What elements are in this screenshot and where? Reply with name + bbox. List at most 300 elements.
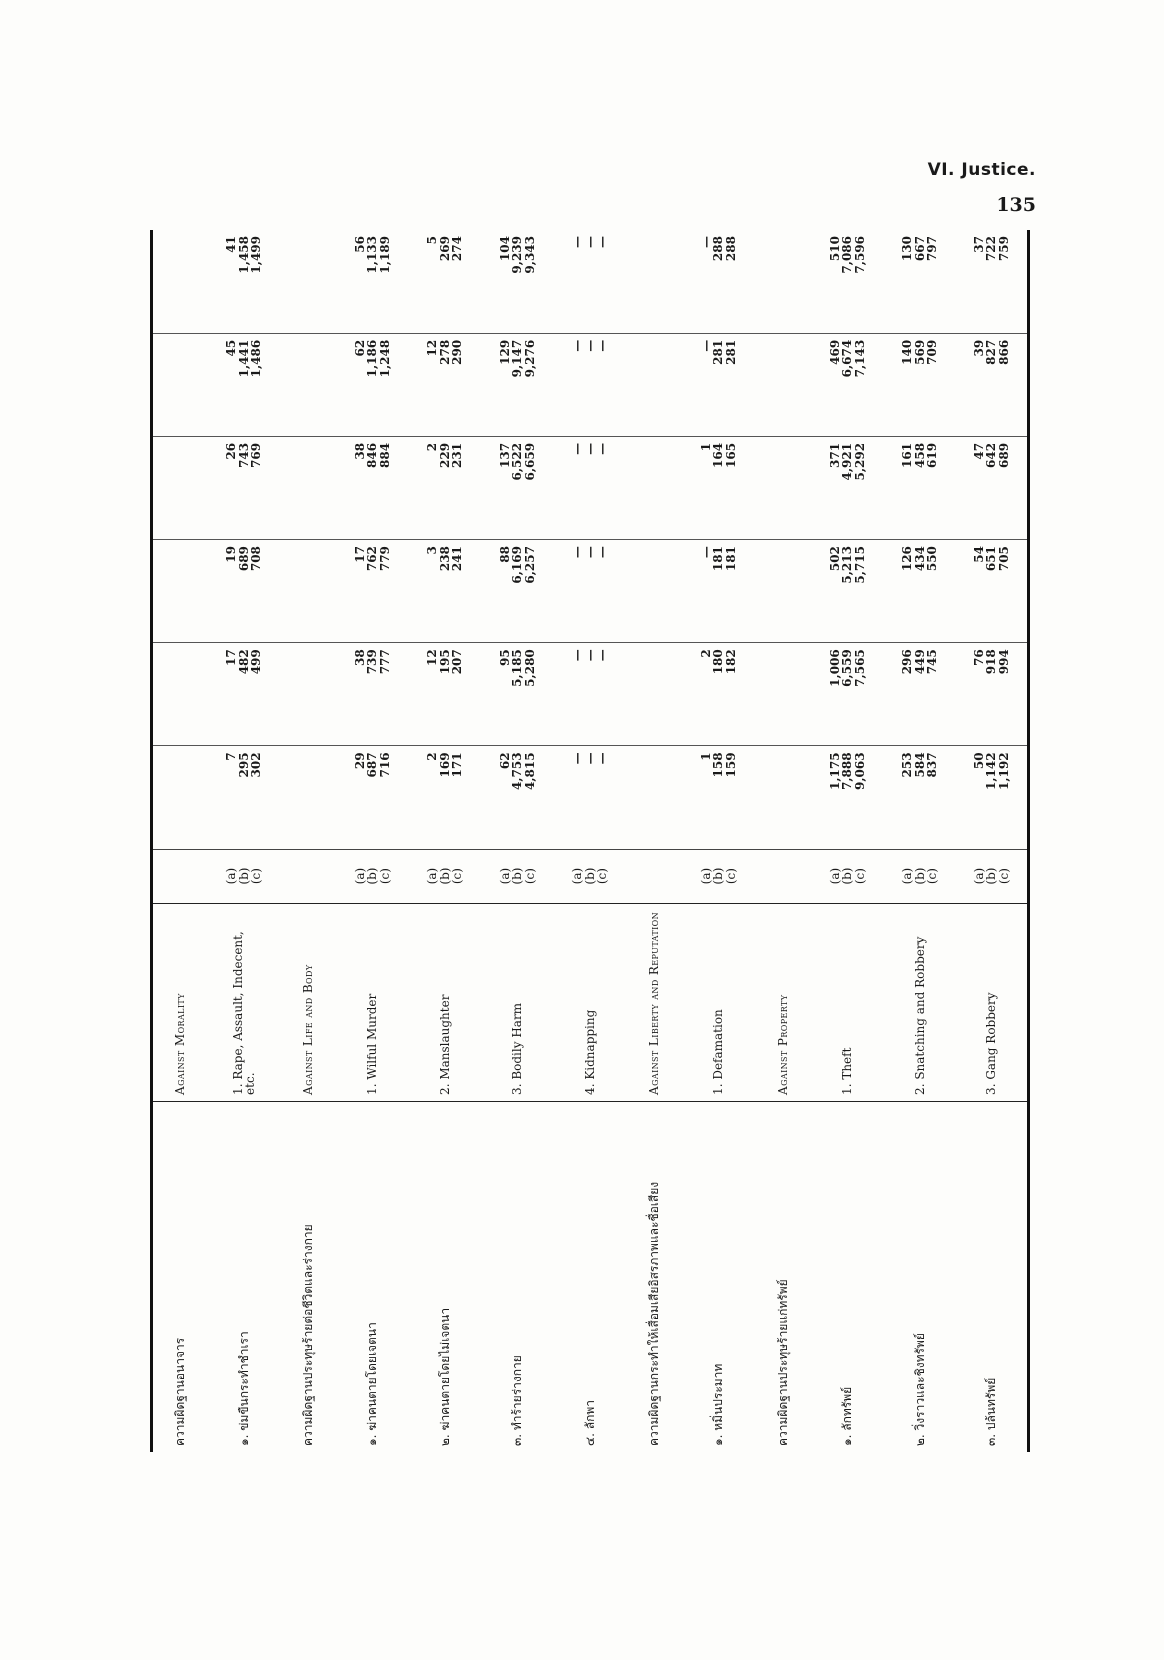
value: 38	[352, 649, 367, 666]
value: 745	[925, 649, 940, 675]
english-label: 1. Defamation	[682, 903, 754, 1101]
category-row	[152, 230, 208, 1452]
value: 231	[450, 442, 465, 468]
value-cell	[337, 643, 409, 746]
value: 158	[711, 752, 726, 778]
value-cell	[682, 333, 754, 436]
thai-label: ๒. วิ่งราวและชิงทรัพย์	[884, 1101, 956, 1452]
value: 550	[925, 546, 940, 572]
value: —	[582, 236, 597, 248]
value: 434	[912, 546, 927, 572]
value-cell	[280, 333, 336, 436]
english-label: 1. Wilful Murder	[337, 903, 409, 1101]
value-cell	[554, 436, 626, 539]
value: —	[595, 236, 610, 248]
value: 126	[900, 546, 915, 572]
value-cell	[956, 746, 1029, 849]
value-cell	[811, 230, 883, 333]
value: 161	[900, 442, 915, 468]
sub-label-cell	[956, 849, 1029, 903]
value: 7,565	[852, 649, 867, 687]
value: 569	[912, 339, 927, 365]
value: 17	[224, 649, 239, 666]
value-cell	[682, 643, 754, 746]
value: 50	[971, 752, 986, 770]
value: 6,257	[522, 546, 537, 584]
value: 56	[352, 236, 367, 253]
table-row	[208, 230, 280, 1452]
sub-label-cell	[755, 849, 811, 903]
value: —	[582, 752, 597, 765]
value: 371	[827, 442, 842, 468]
english-label: 1. Theft	[811, 903, 883, 1101]
value: 281	[723, 339, 738, 365]
value-cell	[208, 436, 280, 539]
sub-label-cell	[626, 849, 682, 903]
value: 29	[352, 752, 367, 770]
sub-label: (b)	[582, 867, 597, 885]
english-label: Against Liberty and Reputation	[626, 903, 682, 1101]
value: —	[570, 339, 585, 352]
sub-label: (a)	[971, 867, 986, 885]
value: 159	[723, 752, 738, 778]
sub-label-cell	[811, 849, 883, 903]
value: 5,715	[852, 546, 867, 584]
value: 458	[912, 442, 927, 468]
table-row	[682, 230, 754, 1452]
value-cell	[811, 746, 883, 849]
value: 9,147	[510, 339, 525, 378]
value-cell	[884, 746, 956, 849]
value: 1,175	[827, 752, 842, 790]
value: 171	[450, 752, 465, 778]
sub-label-cell	[682, 849, 754, 903]
value-cell	[481, 333, 553, 436]
value: 5,213	[840, 546, 855, 584]
value: 45	[224, 339, 239, 357]
value-cell	[152, 540, 208, 643]
value-cell	[554, 540, 626, 643]
value-cell	[811, 540, 883, 643]
value: 705	[996, 546, 1011, 572]
value: 797	[925, 236, 940, 262]
value: —	[595, 442, 610, 455]
value: 7,888	[840, 752, 855, 790]
value: 295	[236, 752, 251, 778]
value-cell	[626, 746, 682, 849]
crime-statistics-table	[150, 230, 1030, 1452]
value: 17	[352, 546, 367, 563]
value: 41	[224, 236, 239, 253]
value: 5,185	[510, 649, 525, 687]
value: 499	[249, 649, 264, 675]
value: —	[570, 442, 585, 455]
value: —	[698, 339, 713, 352]
english-label: Against Property	[755, 903, 811, 1101]
value-cell	[682, 230, 754, 333]
value: 180	[711, 649, 726, 675]
value-cell	[481, 746, 553, 849]
table-body	[152, 230, 1029, 1452]
value-cell	[208, 746, 280, 849]
value: 76	[971, 649, 986, 666]
value-cell	[208, 230, 280, 333]
value-cell	[409, 230, 481, 333]
value: —	[570, 649, 585, 662]
value-cell	[626, 333, 682, 436]
sub-label-cell	[152, 849, 208, 903]
sub-label: (a)	[224, 867, 239, 885]
value: 4,753	[510, 752, 525, 790]
value: —	[582, 649, 597, 662]
value: —	[582, 442, 597, 455]
thai-label: ๒. ฆ่าคนตายโดยไม่เจตนา	[409, 1101, 481, 1452]
value-cell	[956, 436, 1029, 539]
value-cell	[208, 643, 280, 746]
english-label: 3. Bodily Harm	[481, 903, 553, 1101]
value-cell	[956, 230, 1029, 333]
value: 709	[925, 339, 940, 365]
thai-label: ๑. ฆ่าคนตายโดยเจตนา	[337, 1101, 409, 1452]
value: 762	[365, 546, 380, 572]
value: 884	[377, 442, 392, 468]
value: 88	[497, 546, 512, 563]
value-cell	[152, 230, 208, 333]
value: 26	[224, 442, 239, 460]
value-cell	[208, 333, 280, 436]
value: 181	[711, 546, 726, 572]
value: 47	[971, 442, 986, 460]
value: 759	[996, 236, 1011, 262]
thai-label: ๑. หมิ่นประมาท	[682, 1101, 754, 1452]
value-cell	[884, 333, 956, 436]
value-cell	[554, 746, 626, 849]
value: 4,921	[840, 442, 855, 481]
value-cell	[755, 746, 811, 849]
value: 165	[723, 442, 738, 468]
value: 164	[711, 442, 726, 468]
value: 62	[497, 752, 512, 770]
sub-label-cell	[208, 849, 280, 903]
sub-label-cell	[554, 849, 626, 903]
value: 238	[437, 546, 452, 572]
value-cell	[280, 436, 336, 539]
value: 6,522	[510, 442, 525, 481]
value: 837	[925, 752, 940, 778]
value: 4,815	[522, 752, 537, 790]
value-cell	[755, 333, 811, 436]
english-label: Against Life and Body	[280, 903, 336, 1101]
value: 7,086	[840, 236, 855, 274]
value: 1,133	[365, 236, 380, 274]
value: 866	[996, 339, 1011, 365]
value: 130	[900, 236, 915, 262]
value-cell	[280, 746, 336, 849]
table-row	[481, 230, 553, 1452]
english-label: 2. Manslaughter	[409, 903, 481, 1101]
sub-label: (b)	[236, 867, 251, 885]
value-cell	[682, 540, 754, 643]
category-row	[280, 230, 336, 1452]
value: 716	[377, 752, 392, 778]
value-cell	[481, 230, 553, 333]
value-cell	[152, 746, 208, 849]
value-cell	[554, 643, 626, 746]
value: 290	[450, 339, 465, 365]
value: 19	[224, 546, 239, 563]
value: 5	[425, 236, 440, 245]
value-cell	[409, 436, 481, 539]
value: 7	[224, 752, 239, 761]
thai-label: ความผิดฐานอนาจาร	[152, 1101, 208, 1452]
sub-label: (c)	[450, 868, 465, 885]
value: 281	[711, 339, 726, 365]
sub-label-cell	[409, 849, 481, 903]
rotated-table-container	[150, 230, 1030, 1452]
value: 6,659	[522, 442, 537, 481]
value: 1	[698, 442, 713, 452]
value: 1,441	[236, 339, 251, 378]
value-cell	[884, 230, 956, 333]
sub-label: (a)	[352, 867, 367, 885]
page-number: 135	[996, 194, 1036, 216]
value: 739	[365, 649, 380, 675]
value: 12	[425, 339, 440, 357]
sub-label: (a)	[827, 867, 842, 885]
category-row	[755, 230, 811, 1452]
value-cell	[280, 643, 336, 746]
value-cell	[956, 540, 1029, 643]
value-cell	[811, 436, 883, 539]
value: 689	[996, 442, 1011, 468]
value: —	[595, 649, 610, 662]
sub-label: (c)	[522, 868, 537, 885]
sub-label: (c)	[595, 868, 610, 885]
value: 827	[984, 339, 999, 365]
value: 722	[984, 236, 999, 262]
table-row	[956, 230, 1029, 1452]
value-cell	[481, 436, 553, 539]
value: 469	[827, 339, 842, 365]
value-cell	[755, 230, 811, 333]
value: —	[698, 546, 713, 559]
value: 129	[497, 339, 512, 365]
table-row	[337, 230, 409, 1452]
value: 689	[236, 546, 251, 572]
thai-label: ๑. ข่มขืนกระทำชำเรา	[208, 1101, 280, 1452]
value-cell	[152, 643, 208, 746]
value: 3	[425, 546, 440, 555]
value-cell	[337, 230, 409, 333]
value: 779	[377, 546, 392, 572]
value: 302	[249, 752, 264, 778]
value-cell	[956, 643, 1029, 746]
value: 994	[996, 649, 1011, 675]
value: 62	[352, 339, 367, 357]
category-row	[626, 230, 682, 1452]
value-cell	[682, 746, 754, 849]
value-cell	[755, 540, 811, 643]
english-label: 2. Snatching and Robbery	[884, 903, 956, 1101]
thai-label: ๔. ลักพา	[554, 1101, 626, 1452]
value-cell	[337, 540, 409, 643]
sub-label: (b)	[711, 867, 726, 885]
value-cell	[280, 540, 336, 643]
table-row	[554, 230, 626, 1452]
sub-label: (b)	[840, 867, 855, 885]
thai-label: ความผิดฐานประทุษร้ายแก่ทรัพย์	[755, 1101, 811, 1452]
value: 6,169	[510, 546, 525, 584]
sub-label: (c)	[852, 868, 867, 885]
value-cell	[626, 436, 682, 539]
sub-label: (c)	[249, 868, 264, 885]
value: 1,186	[365, 339, 380, 378]
value-cell	[811, 333, 883, 436]
value: 104	[497, 236, 512, 262]
value-cell	[409, 333, 481, 436]
thai-label: ๓. ปล้นทรัพย์	[956, 1101, 1029, 1452]
value: —	[570, 752, 585, 765]
value: 1	[698, 752, 713, 761]
english-label: 4. Kidnapping	[554, 903, 626, 1101]
value: 687	[365, 752, 380, 778]
value-cell	[208, 540, 280, 643]
value: 169	[437, 752, 452, 778]
english-label: 1. Rape, Assault, Indecent, etc.	[208, 903, 280, 1101]
value: 1,499	[249, 236, 264, 274]
value: 137	[497, 442, 512, 468]
value: 288	[711, 236, 726, 262]
value: 5,280	[522, 649, 537, 687]
value: 278	[437, 339, 452, 365]
value: 9,063	[852, 752, 867, 790]
value: 6,559	[840, 649, 855, 687]
value: 667	[912, 236, 927, 262]
value-cell	[409, 746, 481, 849]
sub-label-cell	[884, 849, 956, 903]
value-cell	[337, 436, 409, 539]
value: —	[570, 546, 585, 559]
value: —	[582, 546, 597, 559]
value: —	[698, 236, 713, 248]
value: 39	[971, 339, 986, 357]
sub-label: (c)	[377, 868, 392, 885]
value-cell	[152, 333, 208, 436]
thai-label: ความผิดฐานกระทำให้เสื่อมเสียอิสรภาพและชื่อเสียง	[626, 1101, 682, 1452]
value-cell	[554, 230, 626, 333]
value: 229	[437, 442, 452, 468]
value-cell	[884, 436, 956, 539]
value-cell	[337, 746, 409, 849]
value: 1,192	[996, 752, 1011, 790]
value: 269	[437, 236, 452, 262]
value: 140	[900, 339, 915, 365]
value: 9,239	[510, 236, 525, 274]
value: 918	[984, 649, 999, 675]
value: 7,143	[852, 339, 867, 378]
value: 743	[236, 442, 251, 468]
value-cell	[152, 436, 208, 539]
value: 296	[900, 649, 915, 675]
sub-label: (b)	[510, 867, 525, 885]
value: 274	[450, 236, 465, 262]
value-cell	[626, 230, 682, 333]
value: 708	[249, 546, 264, 572]
value: 2	[425, 442, 440, 452]
value-cell	[280, 230, 336, 333]
value: —	[570, 236, 585, 248]
value-cell	[626, 643, 682, 746]
value: 777	[377, 649, 392, 675]
value: 1,142	[984, 752, 999, 790]
sub-label: (c)	[925, 868, 940, 885]
value-cell	[884, 643, 956, 746]
value: 9,343	[522, 236, 537, 274]
value-cell	[811, 643, 883, 746]
value: 95	[497, 649, 512, 666]
value-cell	[409, 540, 481, 643]
value-cell	[409, 643, 481, 746]
value: —	[595, 339, 610, 352]
value-cell	[956, 333, 1029, 436]
value: 1,248	[377, 339, 392, 378]
value-cell	[755, 436, 811, 539]
sub-label: (c)	[723, 868, 738, 885]
value: 241	[450, 546, 465, 572]
value-cell	[481, 643, 553, 746]
value: 12	[425, 649, 440, 666]
value: 37	[971, 236, 986, 253]
value-cell	[554, 333, 626, 436]
value: 1,458	[236, 236, 251, 274]
value: 2	[698, 649, 713, 658]
english-label: 3. Gang Robbery	[956, 903, 1029, 1101]
value: 769	[249, 442, 264, 468]
table-row	[409, 230, 481, 1452]
thai-label: ๑. ลักทรัพย์	[811, 1101, 883, 1452]
value: 9,276	[522, 339, 537, 378]
value: 5,292	[852, 442, 867, 481]
value: —	[582, 339, 597, 352]
value: 846	[365, 442, 380, 468]
section-heading: VI. Justice.	[927, 160, 1036, 180]
value: 181	[723, 546, 738, 572]
value: 642	[984, 442, 999, 468]
english-label: Against Morality	[152, 903, 208, 1101]
value: —	[595, 752, 610, 765]
value: 1,189	[377, 236, 392, 274]
sub-label: (a)	[425, 867, 440, 885]
value-cell	[337, 333, 409, 436]
sub-label: (a)	[698, 867, 713, 885]
sub-label: (b)	[912, 867, 927, 885]
value: 288	[723, 236, 738, 262]
sub-label-cell	[337, 849, 409, 903]
sub-label: (a)	[570, 867, 585, 885]
value: 253	[900, 752, 915, 778]
table-row	[884, 230, 956, 1452]
value: 2	[425, 752, 440, 761]
value: 619	[925, 442, 940, 468]
value: 482	[236, 649, 251, 675]
value: 651	[984, 546, 999, 572]
value: 38	[352, 442, 367, 460]
value: 6,674	[840, 339, 855, 378]
value: 1,486	[249, 339, 264, 378]
value: —	[595, 546, 610, 559]
sub-label-cell	[280, 849, 336, 903]
value: 182	[723, 649, 738, 675]
